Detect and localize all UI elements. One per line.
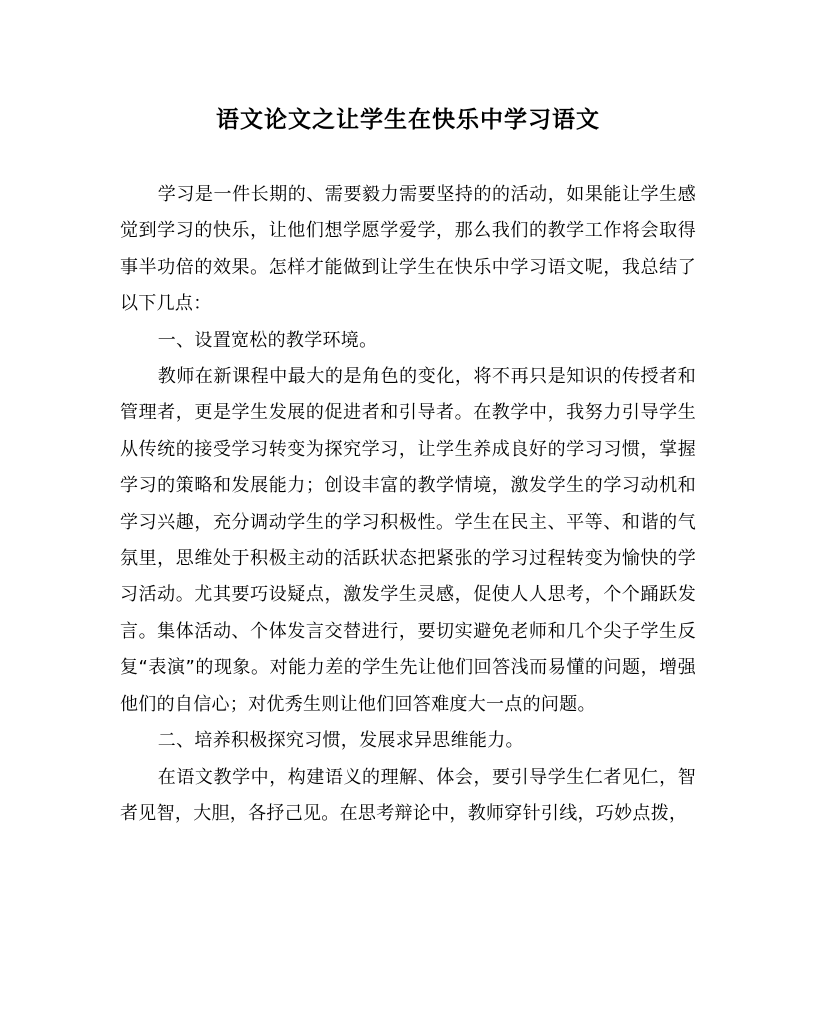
section-heading-2: 二、培养积极探究习惯，发展求异思维能力。: [157, 730, 524, 752]
document-body: [120, 177, 696, 832]
document-title: 语文论文之让学生在快乐中学习语文: [216, 106, 600, 133]
paragraph-section-1: 教师在新课程中最大的是角色的变化，将不再只是知识的传授者和管理者，更是学生发展的促进者和引导者。在教学中，我努力引导学生从传统的接受学习转变为探究学习，让学生养成良好的学习习惯，掌握学习的策略和发展能力；创设丰富的教学情境，激发学生的学习动机和学习兴趣，充分调动学生的学习积极性。学生在民主、平等、和谐的气氛里，思维处于积极主动的活跃状态把紧张的学习过程转变为愉快的学习活动。尤其要巧设疑点，激发学生灵感，促使人人思考，个个踊跃发言。集体活动、个体发言交替进行，要切实避免老师和几个尖子学生反复“表演”的现象。对能力差的学生先让他们回答浅而易懂的问题，增强他们的自信心；对优秀生则让他们回答难度大一点的问题。: [120, 366, 696, 715]
section-heading-1: 一、设置宽松的教学环境。: [157, 329, 378, 351]
paragraph-intro: 学习是一件长期的、需要毅力需要坚持的的活动，如果能让学生感觉到学习的快乐，让他们想学愿学爱学，那么我们的教学工作将会取得事半功倍的效果。怎样才能做到让学生在快乐中学习语文呢，我总结了以下几点：: [120, 184, 696, 315]
paragraph-section-2: 在语文教学中，构建语义的理解、体会，要引导学生仁者见仁，智者见智，大胆，各抒己见。在思考辩论中，教师穿针引线，巧妙点拨，: [120, 766, 696, 824]
